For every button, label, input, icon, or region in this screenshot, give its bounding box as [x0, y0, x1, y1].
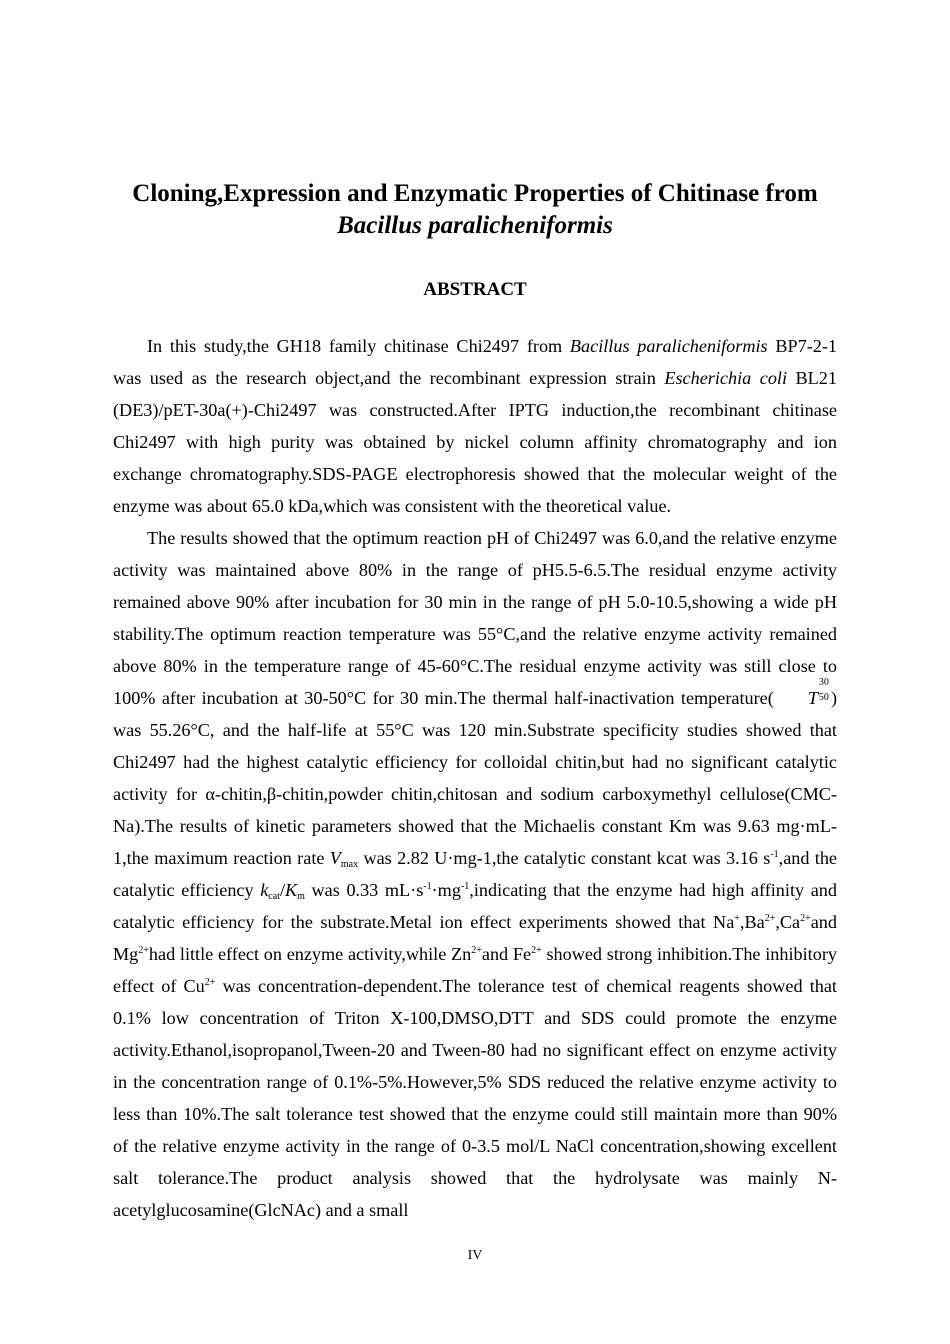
ion-charge: 2+ [531, 945, 542, 956]
ion-charge: 2+ [800, 913, 811, 924]
text-run: ,indicating that the enzyme had high affinity and catalytic efficiency for the substrate.Metal ion effect experiments showed that Na [113, 880, 837, 932]
abstract-body [113, 330, 837, 1226]
abstract-heading: ABSTRACT [423, 279, 527, 300]
symbol-subscript: 50 [818, 692, 829, 703]
half-inactivation-symbol [774, 677, 831, 714]
symbol-t: T [807, 688, 818, 708]
text-run: and Fe [481, 944, 532, 964]
ion-charge: + [734, 913, 740, 924]
vmax-subscript: max [340, 858, 359, 870]
text-run: had little effect on enzyme activity,while Zn [148, 944, 472, 964]
ion-charge: 2+ [204, 977, 216, 988]
unit-superscript: -1 [423, 881, 432, 892]
slash: / [279, 880, 285, 900]
text-run: ,Ba [739, 912, 765, 932]
ion-charge: 2+ [764, 913, 776, 924]
page-number: IV [467, 1248, 483, 1263]
abstract-paragraph-1 [113, 330, 837, 522]
kcat-symbol: k [260, 880, 269, 900]
symbol-superscript: 30 [818, 677, 829, 688]
text-run: ) was 55.26°C, and the half-life at 55°C was 120 min.Substrate specificity studies showed that Chi2497 had the highest catalytic efficiency for colloidal chitin,but had no significant catalytic activity for α-chitin,β-chitin,powder chitin,chitosan and sodium carboxymethyl cellulose(CMC-Na).The results of kinetic parameters showed that the Michaelis constant Km was 9.63 mg·mL-1,the maximum reaction rate [113, 688, 837, 868]
abstract-paragraph-2 [113, 522, 837, 1226]
ion-charge: 2+ [138, 945, 149, 956]
text-run: was concentration-dependent.The tolerance test of chemical reagents showed that 0.1% low concentration of Triton X-100,DMSO,DTT and SDS could promote the enzyme activity.Ethanol,isopropanol,Tween-20 and Tween-80 had no significant effect on enzyme activity in the concentration range of 0.1%-5%.However,5% SDS reduced the relative enzyme activity to less than 10%.The salt tolerance test showed that the enzyme could still maintain more than 90% of the relative enzyme activity in the range of 0-3.5 mol/L NaCl concentration,showing excellent salt tolerance.The product analysis showed that the hydrolysate was mainly N-acetylglucosamine(GlcNAc) and a small [113, 976, 837, 1220]
paper-title [60, 178, 890, 242]
text-run: and Mg [113, 912, 837, 964]
km-subscript: m [297, 890, 305, 902]
title-line-1: Cloning,Expression and Enzymatic Properties of Chitinase from [132, 180, 818, 207]
kcat-subscript: cat [268, 890, 280, 902]
unit-superscript: -1 [770, 849, 779, 860]
text-run: In this study,the GH18 family chitinase Chi2497 from [147, 336, 570, 356]
text-run: ,and the catalytic efficiency [113, 848, 838, 900]
km-symbol: K [285, 880, 298, 900]
text-run: was 2.82 U·mg-1,the catalytic constant kcat was 3.16 s [358, 848, 771, 868]
text-run: The results showed that the optimum reaction pH of Chi2497 was 6.0,and the relative enzyme activity was maintained above 80% in the range of pH5.5-6.5.The residual enzyme activity remained above 90% after incubation for 30 min in the range of pH 5.0-10.5,showing a wide pH stability.The optimum reaction temperature was 55°C,and the relative enzyme activity remained above 80% in the temperature range of 45-60°C.The residual enzyme activity was still close to 100% after incubation at 30-50°C for 30 min.The thermal half-inactivation temperature( [113, 528, 837, 708]
text-run: was 0.33 mL·s [304, 880, 424, 900]
species-name: Escherichia coli [664, 368, 788, 388]
species-name: Bacillus paralicheniformis [569, 336, 768, 356]
text-run: ,Ca [775, 912, 801, 932]
text-run: BP7-2-1 was used as the research object,and the recombinant expression strain [113, 336, 837, 388]
title-line-2: Bacillus paralicheniformis [337, 212, 613, 239]
ion-charge: 2+ [471, 945, 482, 956]
text-run: BL21 (DE3)/pET-30a(+)-Chi2497 was constructed.After IPTG induction,the recombinant chitinase Chi2497 with high purity was obtained by nickel column affinity chromatography and ion exchange chromatography.SDS-PAGE electrophoresis showed that the molecular weight of the enzyme was about 65.0 kDa,which was consistent with the theoretical value. [113, 368, 837, 516]
vmax-symbol: V [329, 848, 341, 868]
text-run: showed strong inhibition.The inhibitory effect of Cu [113, 944, 837, 996]
text-run: ·mg [431, 880, 461, 900]
unit-superscript: -1 [460, 881, 470, 892]
